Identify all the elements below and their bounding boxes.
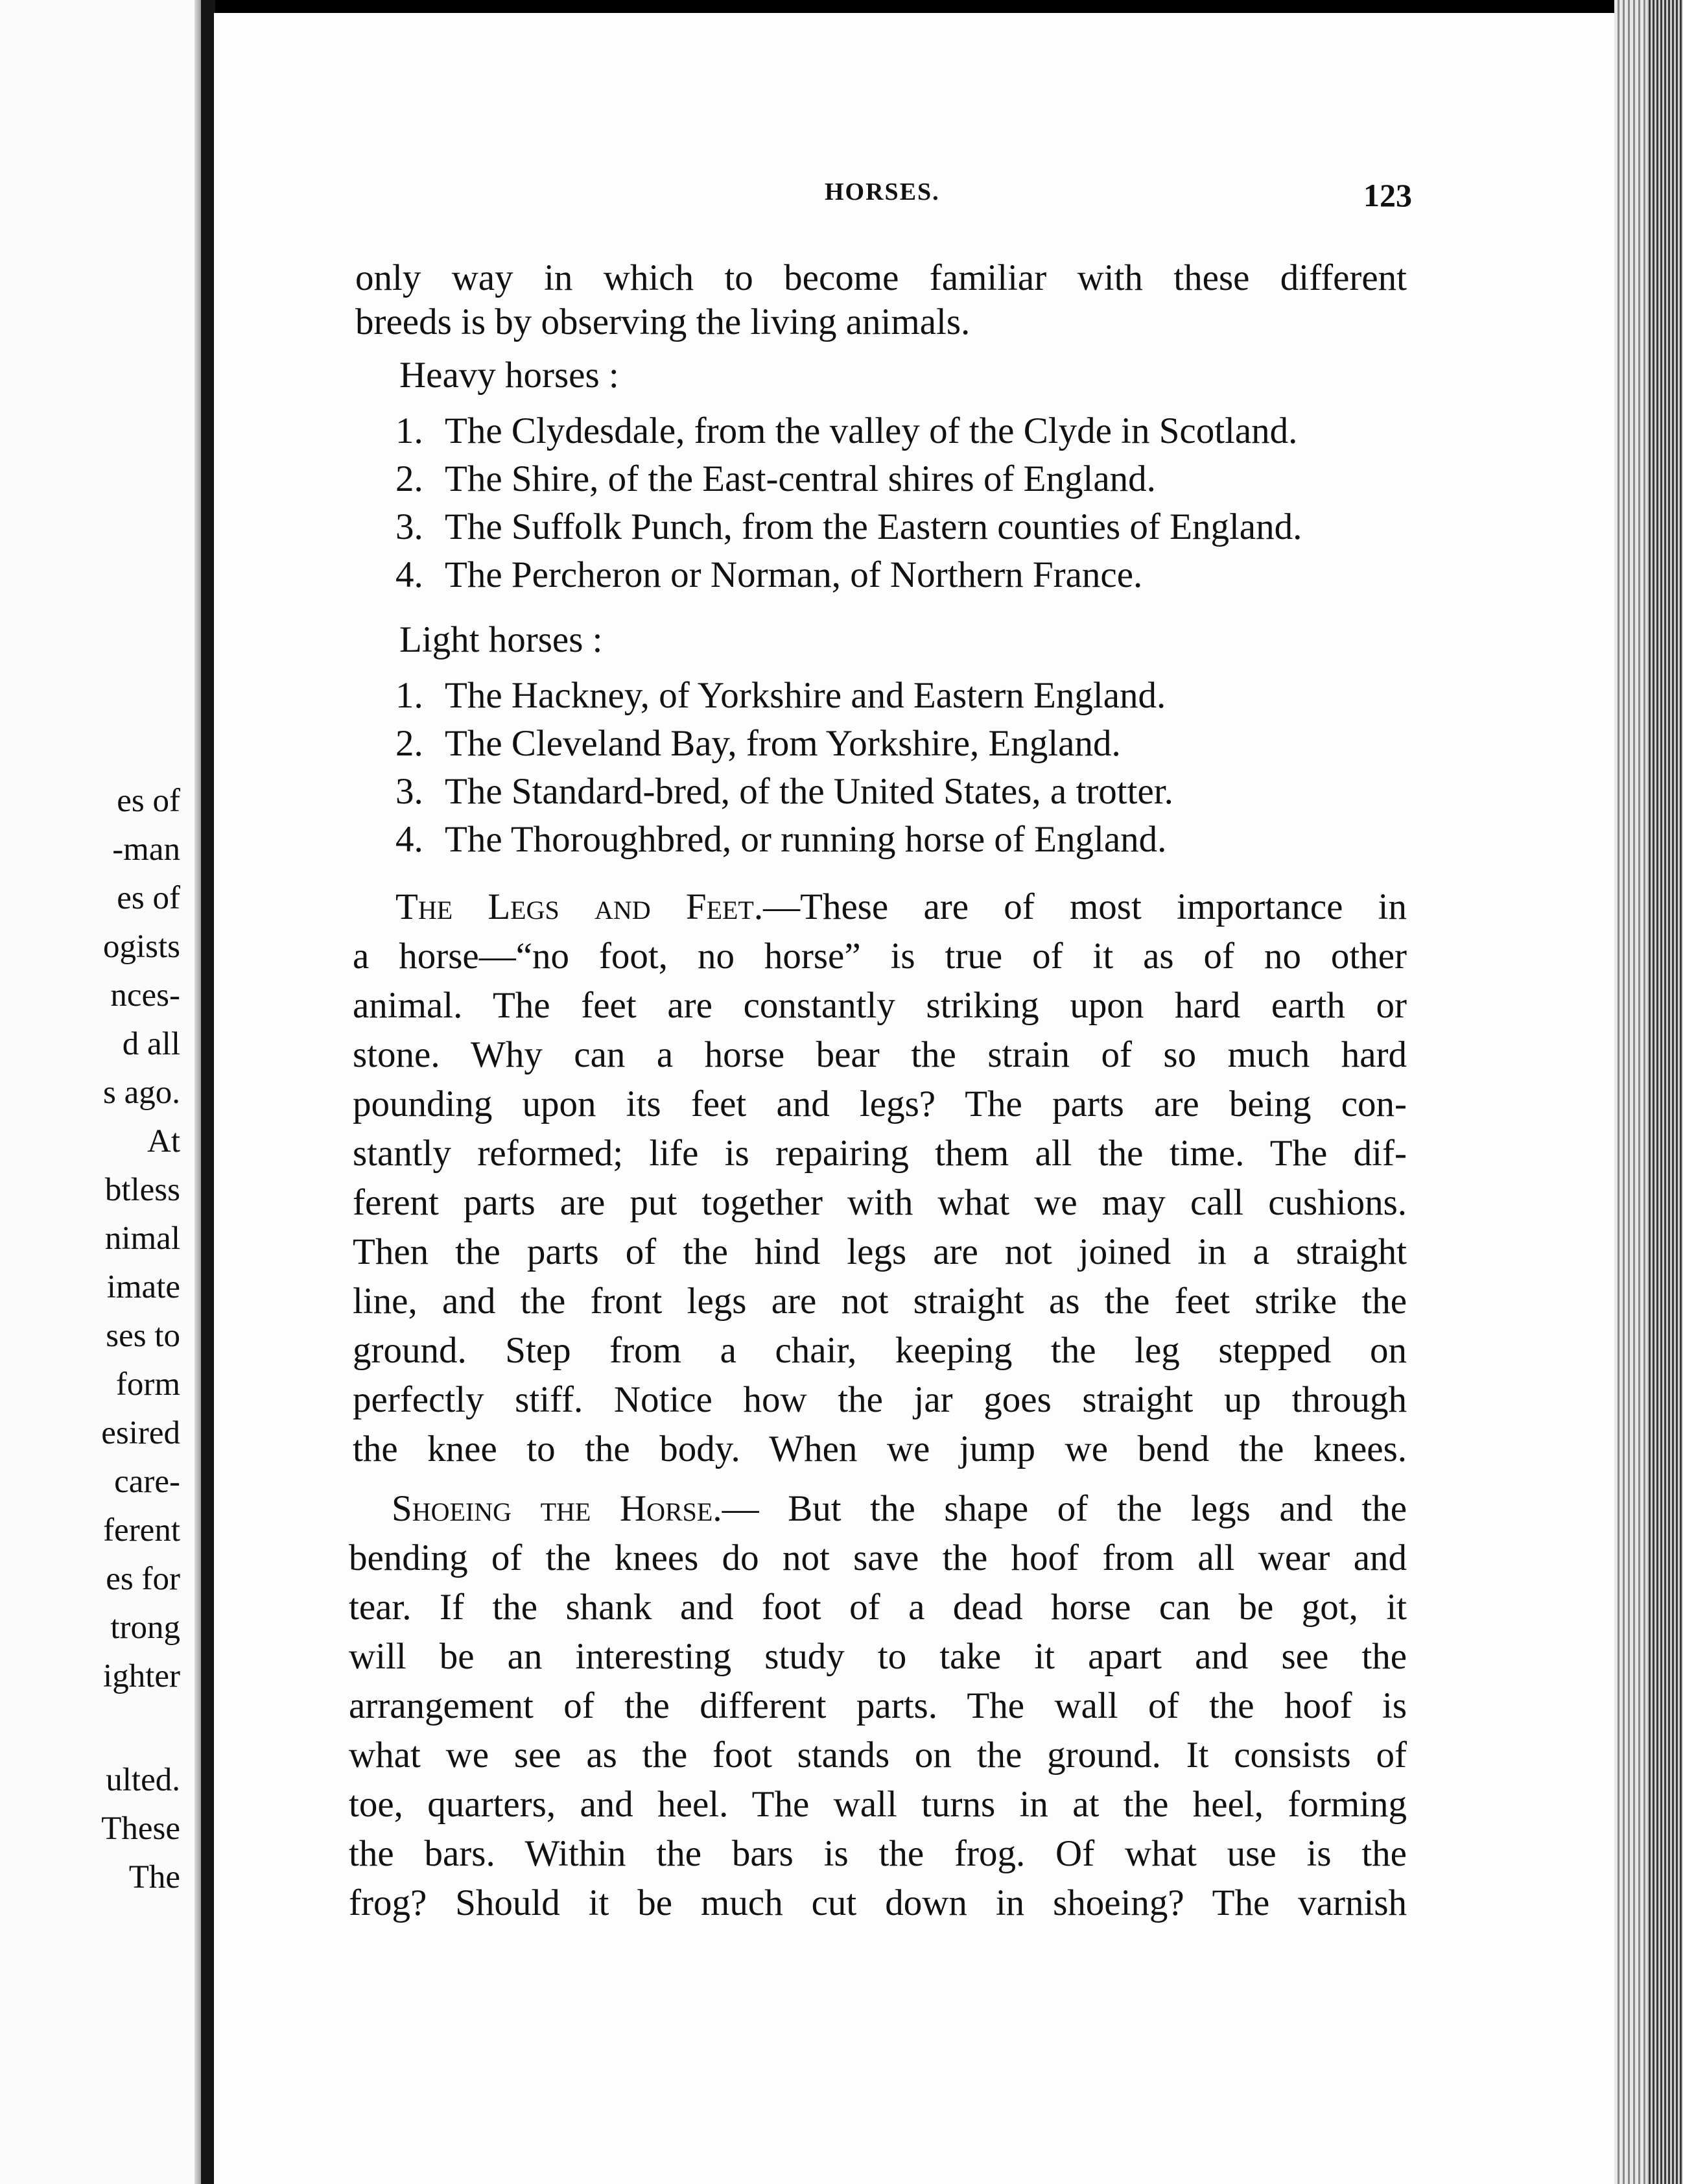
left-page-line: s ago. xyxy=(103,1074,180,1111)
shoeing-paragraph-line: tear. If the shank and foot of a dead horse can be got, it xyxy=(349,1587,1407,1628)
left-page-line: These xyxy=(101,1810,180,1847)
heavy-list-item xyxy=(395,460,1156,497)
legs-paragraph-line: Then the parts of the hind legs are not joined in a straight xyxy=(353,1231,1407,1272)
page-edges-dark xyxy=(1647,0,1683,2184)
shoeing-paragraph-line: bending of the knees do not save the hoof from all wear and xyxy=(349,1537,1407,1578)
shoeing-first-rest: — But the shape of the legs and the xyxy=(722,1488,1407,1529)
page-number: 123 xyxy=(1363,177,1412,213)
left-page-line: nces- xyxy=(110,977,180,1014)
light-list-item xyxy=(395,725,1121,762)
left-page-line: nimal xyxy=(104,1220,180,1257)
running-head: HORSES. xyxy=(825,178,940,206)
left-page-line: -man xyxy=(112,831,180,868)
list-item-text: The Cleveland Bay, from Yorkshire, England. xyxy=(445,723,1121,764)
left-page-line: es of xyxy=(117,880,180,916)
left-page-line: ses to xyxy=(106,1318,180,1354)
legs-first-rest: —These are of most importance in xyxy=(763,886,1407,927)
shoeing-paragraph-line: arrangement of the different parts. The wall of the hoof is xyxy=(349,1685,1407,1726)
list-item-text: The Standard-bred, of the United States, a trotter. xyxy=(445,771,1173,812)
left-facing-page xyxy=(0,0,206,2184)
shoeing-paragraph-line: frog? Should it be much cut down in shoeing? The varnish xyxy=(349,1882,1407,1923)
legs-paragraph-line: pounding upon its feet and legs? The parts are being con- xyxy=(353,1084,1407,1124)
list-item-text: The Suffolk Punch, from the Eastern counties of England. xyxy=(445,506,1302,547)
left-page-line: ferent xyxy=(103,1512,180,1549)
legs-paragraph-line: stone. Why can a horse bear the strain of so much hard xyxy=(353,1034,1407,1075)
heavy-horses-heading: Heavy horses : xyxy=(399,355,619,396)
list-item-number: 4. xyxy=(395,819,423,860)
list-item-number: 4. xyxy=(395,554,423,595)
list-item-number: 3. xyxy=(395,506,423,547)
left-page-line: d all xyxy=(122,1026,180,1062)
left-page-line: imate xyxy=(106,1269,180,1305)
legs-first-line xyxy=(395,888,1407,925)
left-page-line: At xyxy=(147,1123,180,1159)
list-item-number: 1. xyxy=(395,675,423,716)
shoeing-heading: Shoeing the Horse. xyxy=(392,1488,722,1529)
heavy-list-item xyxy=(395,556,1142,593)
left-page-line: esired xyxy=(101,1415,180,1451)
left-page-line: form xyxy=(115,1366,180,1403)
shoeing-paragraph-line: what we see as the foot stands on the ground. It consists of xyxy=(349,1735,1407,1775)
list-item-text: The Hackney, of Yorkshire and Eastern England. xyxy=(445,675,1166,716)
left-page-line: care- xyxy=(114,1464,180,1500)
legs-paragraph-line: ground. Step from a chair, keeping the leg stepped on xyxy=(353,1330,1407,1371)
legs-paragraph-line: a horse—“no foot, no horse” is true of it as of no other xyxy=(353,936,1407,977)
light-list-item xyxy=(395,821,1166,858)
list-item-number: 3. xyxy=(395,771,423,812)
intro-line: breeds is by observing the living animals. xyxy=(355,302,971,342)
legs-paragraph-line: perfectly stiff. Notice how the jar goes straight up through xyxy=(353,1379,1407,1420)
shoeing-paragraph-line: will be an interesting study to take it apart and see the xyxy=(349,1636,1407,1677)
left-page-line: ogists xyxy=(102,929,180,965)
shoeing-paragraph-line: the bars. Within the bars is the frog. Of what use is the xyxy=(349,1833,1407,1874)
left-page-line: es of xyxy=(117,783,180,819)
shoeing-paragraph-line: toe, quarters, and heel. The wall turns in at the heel, forming xyxy=(349,1784,1407,1825)
list-item-text: The Shire, of the East-central shires of England. xyxy=(445,458,1156,499)
legs-paragraph-line: animal. The feet are constantly striking upon hard earth or xyxy=(353,985,1407,1026)
shoeing-first-line xyxy=(392,1490,1407,1527)
left-page-line: The xyxy=(128,1859,180,1895)
left-page-line: es for xyxy=(106,1561,180,1597)
list-item-number: 2. xyxy=(395,723,423,764)
left-page-line: btless xyxy=(104,1172,180,1208)
legs-paragraph-line: stantly reformed; life is repairing them all the time. The dif- xyxy=(353,1133,1407,1174)
heavy-list-item xyxy=(395,412,1297,449)
left-page-line: ighter xyxy=(103,1658,180,1694)
legs-paragraph-line: line, and the front legs are not straight as the feet strike the xyxy=(353,1281,1407,1322)
light-list-item xyxy=(395,677,1166,714)
list-item-text: The Clydesdale, from the valley of the Clyde in Scotland. xyxy=(445,410,1298,451)
list-item-text: The Percheron or Norman, of Northern France. xyxy=(445,554,1143,595)
left-page-line: ulted. xyxy=(106,1762,180,1798)
intro-line: only way in which to become familiar with these different xyxy=(355,257,1407,298)
light-horses-heading: Light horses : xyxy=(399,619,603,660)
legs-paragraph-line: ferent parts are put together with what we may call cushions. xyxy=(353,1182,1407,1223)
list-item-number: 1. xyxy=(395,410,423,451)
legs-heading: The Legs and Feet. xyxy=(395,886,764,927)
legs-paragraph-line: the knee to the body. When we jump we bend the knees. xyxy=(353,1429,1407,1469)
left-page-line: trong xyxy=(110,1609,180,1646)
list-item-number: 2. xyxy=(395,458,423,499)
heavy-list-item xyxy=(395,508,1302,545)
light-list-item xyxy=(395,773,1173,810)
list-item-text: The Thoroughbred, or running horse of England. xyxy=(445,819,1167,860)
gutter-line xyxy=(201,0,215,2184)
